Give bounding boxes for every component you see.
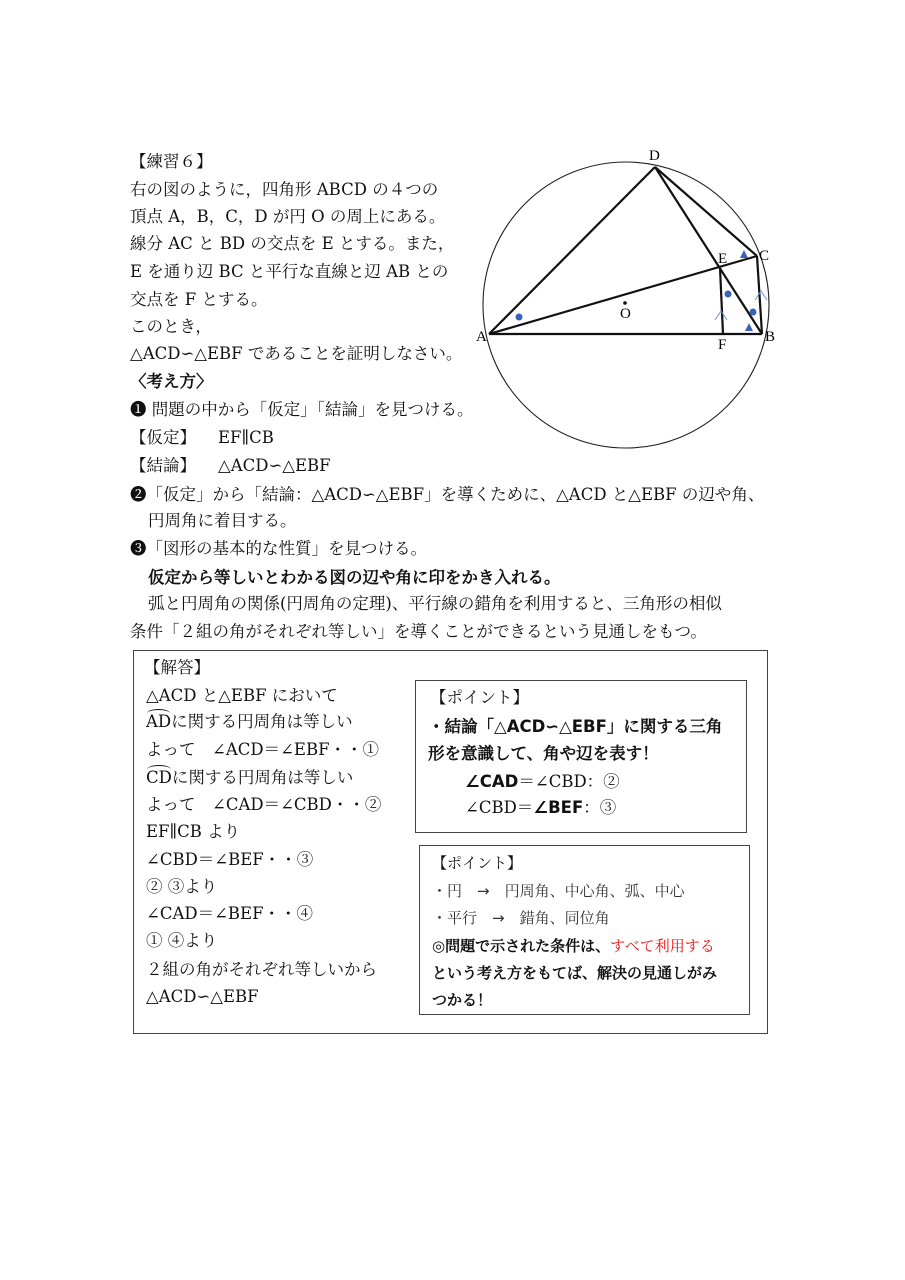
- eq-rest: ＝∠CBD：②: [518, 772, 620, 791]
- circle-mark-a: [516, 314, 523, 321]
- answer-text: に関する円周角は等しい: [171, 712, 353, 731]
- problem-line: △ACD∽△EBF であることを証明しなさい。: [130, 344, 463, 363]
- eq-left: ∠CBD＝: [465, 798, 534, 817]
- step-3-text: 「図形の基本的な性質」を見つける。: [146, 539, 427, 558]
- answer-line: [146, 712, 353, 732]
- problem-line: E を通り辺 BC と平行な直線と辺 AB との: [130, 262, 449, 281]
- step-2-cont: 円周角に着目する。: [148, 511, 297, 530]
- circle-mark-b: [750, 309, 757, 316]
- highlight-text: すべて利用する: [610, 937, 715, 955]
- label-f: F: [718, 337, 727, 353]
- answer-line: [146, 768, 353, 788]
- paragraph-line: 弧と円周角の関係(円周角の定理)、平行線の錯角を利用すると、三角形の相似: [148, 594, 722, 613]
- center-point: [623, 301, 627, 305]
- answer-text: に関する円周角は等しい: [171, 768, 354, 787]
- assumption-value: EF∥CB: [218, 428, 274, 447]
- arc-cd: CD: [146, 768, 172, 787]
- step-2-text: 「仮定」から「結論：△ACD∽△EBF」を導くために、△ACD と△EBF の辺や角、: [146, 485, 765, 504]
- arc-ad: AD: [146, 712, 172, 731]
- eq-ref: ：③: [583, 798, 617, 817]
- step-1: [130, 400, 474, 420]
- step-2-number: ❷: [130, 485, 147, 504]
- assumption-label: 【仮定】: [130, 428, 196, 447]
- answer-line: ∠CBD＝∠BEF・・③: [146, 850, 314, 869]
- point-1-line: ・結論「△ACD∽△EBF」に関する三角: [428, 717, 723, 736]
- answer-line: ∠CAD＝∠BEF・・④: [146, 904, 314, 923]
- bold-instruction: 仮定から等しいとわかる図の辺や角に印をかき入れる。: [148, 568, 561, 587]
- point-2-line: つかる！: [432, 991, 493, 1009]
- answer-title: 【解答】: [144, 658, 210, 677]
- assumption: [130, 428, 274, 448]
- problem-line: 交点を F とする。: [130, 290, 268, 309]
- answer-line: ① ④より: [146, 931, 218, 950]
- answer-line: △ACD と△EBF において: [146, 686, 338, 705]
- label-c: C: [759, 248, 770, 264]
- label-b: B: [765, 329, 776, 345]
- paragraph-line: 条件「２組の角がそれぞれ等しい」を導くことができるという見通しをもつ。: [130, 622, 707, 641]
- problem-line: 右の図のように，四角形 ABCD の４つの: [130, 180, 439, 199]
- point-1-eq-3: [465, 798, 616, 818]
- step-1-text: 問題の中から「仮定」「結論」を見つける。: [146, 400, 474, 419]
- angle-bef: ∠BEF: [533, 798, 584, 817]
- point-2-line: ・円 → 円周角、中心角、弧、中心: [432, 882, 685, 900]
- label-e: E: [718, 251, 728, 267]
- conclusion: [130, 456, 331, 476]
- answer-line: △ACD∽△EBF: [146, 987, 259, 1006]
- step-3-number: ❸: [130, 539, 147, 558]
- triangle-mark-c: [740, 250, 748, 258]
- point-2-title: 【ポイント】: [432, 854, 523, 872]
- answer-line: EF∥CB より: [146, 822, 241, 841]
- point-2-line: [432, 936, 715, 956]
- point-1-title: 【ポイント】: [430, 688, 529, 707]
- label-a: A: [476, 329, 487, 345]
- answer-line: ２組の角がそれぞれ等しいから: [146, 960, 377, 979]
- problem-line: 線分 AC と BD の交点を E とする。また，: [130, 234, 455, 253]
- circle-mark-e: [725, 291, 732, 298]
- answer-line: ② ③より: [146, 877, 218, 896]
- problem-title: 【練習６】: [130, 152, 213, 171]
- point-1-line: 形を意識して、角や辺を表す！: [428, 744, 659, 763]
- step-1-number: ❶: [130, 400, 147, 419]
- angle-cad: ∠CAD: [465, 772, 519, 791]
- point-2-line: という考え方をもてば、解決の見通しがみ: [432, 964, 718, 982]
- label-o: O: [620, 306, 631, 322]
- problem-line: 頂点 A，B，C，D が円 O の周上にある。: [130, 207, 446, 226]
- circle-o: [483, 162, 769, 448]
- point-1-eq-2: [465, 772, 620, 792]
- problem-line: このとき，: [130, 317, 212, 336]
- label-d: D: [649, 148, 660, 164]
- step-2: [130, 485, 764, 505]
- conclusion-value: △ACD∽△EBF: [218, 456, 331, 475]
- step-3: [130, 539, 427, 559]
- triangle-mark-b: [745, 323, 753, 331]
- answer-line: よって ∠ACD＝∠EBF・・①: [146, 740, 380, 759]
- point-2-line: ・平行 → 錯角、同位角: [432, 909, 610, 927]
- conclusion-label: 【結論】: [130, 456, 196, 475]
- answer-line: よって ∠CAD＝∠CBD・・②: [146, 795, 382, 814]
- approach-heading: 〈考え方〉: [130, 372, 213, 391]
- point-2-text: ◎問題で示された条件は、: [432, 937, 611, 955]
